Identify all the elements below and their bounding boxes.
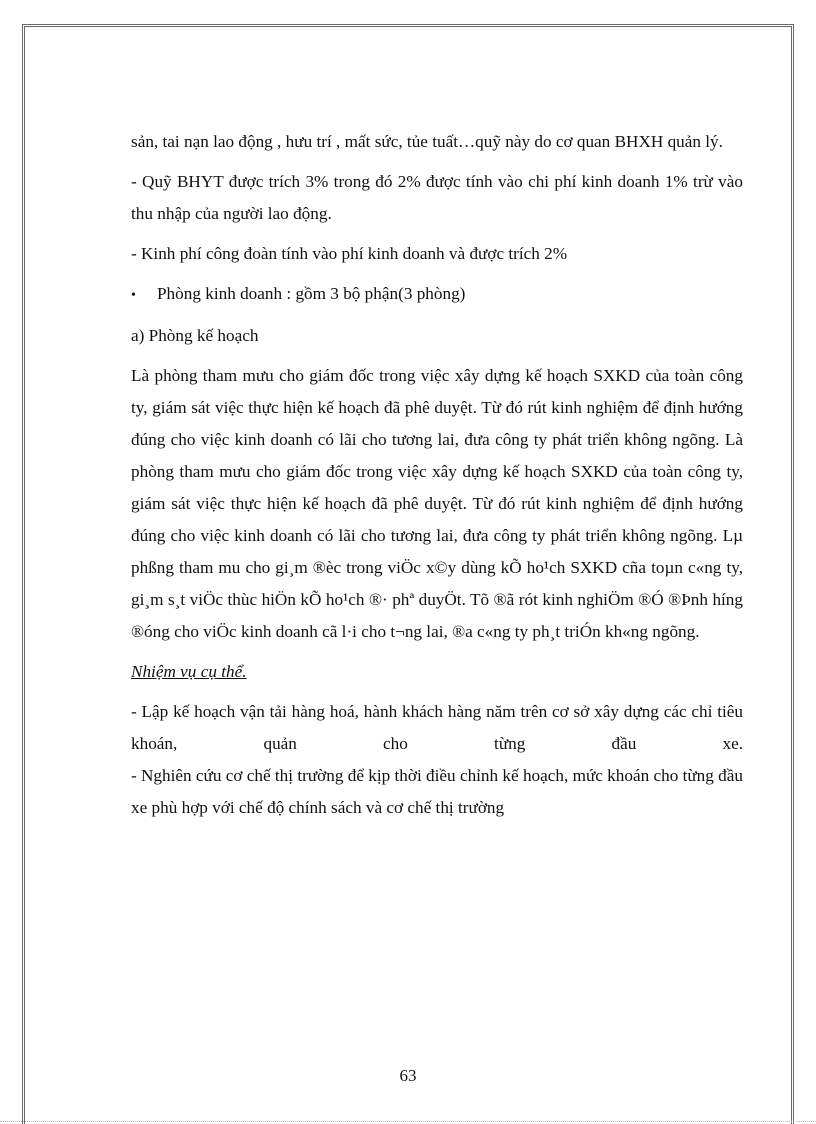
page-number: 63 (399, 1066, 417, 1085)
paragraph-task-1: - Lập kế hoạch vận tải hàng hoá, hành khách hàng năm trên cơ sở xây dựng các chỉ tiêu khoán, quản cho từng đầu xe. (131, 702, 743, 753)
paragraph-task-2: - Nghiên cứu cơ chế thị trường để kịp thời điều chỉnh kế hoạch, mức khoán cho từng đầu xe phù hợp với chế độ chính sách và cơ chế thị trường (131, 766, 743, 817)
planning-heading: a) Phòng kế hoạch (131, 326, 259, 345)
bullet-icon: • (131, 288, 136, 303)
business-dept-text: Phòng kinh doanh : gồm 3 bộ phận(3 phòng) (157, 284, 466, 303)
tasks-title-text: Nhiệm vụ cụ thể. (131, 662, 247, 681)
paragraph-bhyt: - Quỹ BHYT được trích 3% trong đó 2% được tính vào chi phí kinh doanh 1% trừ vào thu nhập của người lao động. (131, 172, 743, 223)
paragraph-planning-desc: Là phòng tham mưu cho giám đốc trong việc xây dựng kế hoạch SXKD của toàn công ty, giám sát việc thực hiện kế hoạch đã phê duyệt. Từ đó rút kinh nghiệm để định hướng đúng cho việc kinh doanh có lãi cho tương lai, đưa công ty phát triển không ngõng. Là phòng tham mưu cho giám đốc trong việc xây dựng kế hoạch SXKD của toàn công ty, giám sát việc thực hiện kế hoạch đã phê duyệt. Từ đó rút kinh nghiệm để định hướng đúng cho việc kinh doanh có lãi cho tương lai, đưa công ty phát triển không ngõng. Lµ phßng tham mu cho gi¸m ®èc trong viÖc x©y dùng kÕ ho¹ch SXKD cña toµn c«ng ty, gi¸m s¸t viÖc thùc hiÖn kÕ ho¹ch ®· phª duyÖt. Tõ ®ã rót kinh nghiÖm ®Ó ®Þnh híng ®óng cho viÖc kinh doanh cã l·i cho t¬ng lai, ®a c«ng ty ph¸t triÓn kh«ng ngõng. (131, 366, 743, 641)
paragraph-union-fee: - Kinh phí công đoàn tính vào phí kinh doanh và được trích 2% (131, 244, 568, 263)
page-content (131, 126, 743, 832)
bullet-business-dept (131, 278, 743, 312)
tasks-title (131, 656, 743, 688)
paragraph-bhxh-end: sản, tai nạn lao động , hưu trí , mất sức, tủe tuất…quỹ này do cơ quan BHXH quản lý. (131, 132, 723, 151)
page-bottom-edge (0, 1121, 816, 1122)
